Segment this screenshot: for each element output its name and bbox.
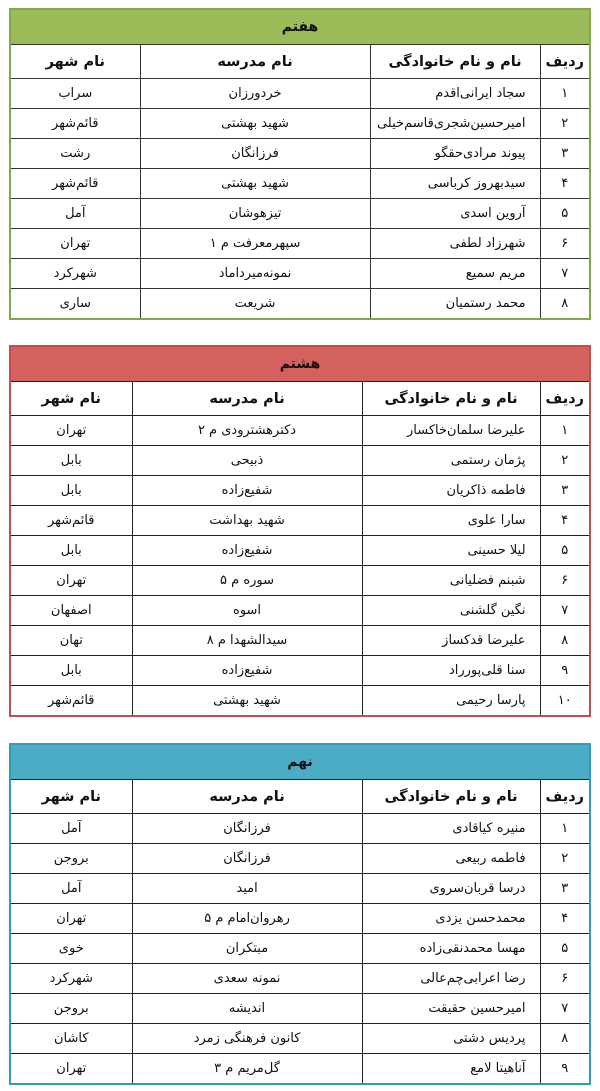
school-name: شهید بهشتی xyxy=(132,686,362,716)
city-name: قائم‌شهر xyxy=(10,169,140,199)
city-name: تهان xyxy=(10,626,132,656)
student-name: شهرزاد لطفی xyxy=(370,229,540,259)
table-row xyxy=(10,1054,590,1084)
student-name: لیلا حسینی xyxy=(362,536,540,566)
school-name: کانون فرهنگی زمرد xyxy=(132,1024,362,1054)
city-name: اصفهان xyxy=(10,596,132,626)
row-number: ۲ xyxy=(540,109,590,139)
student-name: نگین گلشنی xyxy=(362,596,540,626)
table-row xyxy=(10,199,590,229)
header-school: نام مدرسه xyxy=(132,382,362,416)
city-name: شهرکرد xyxy=(10,964,132,994)
city-name: رشت xyxy=(10,139,140,169)
row-number: ۱ xyxy=(540,814,590,844)
row-number: ۳ xyxy=(540,476,590,506)
header-name: نام و نام خانوادگی xyxy=(370,45,540,79)
table-row xyxy=(10,476,590,506)
city-name: تهران xyxy=(10,416,132,446)
school-name: ذبیحی xyxy=(132,446,362,476)
school-name: سپهرمعرفت م ۱ xyxy=(140,229,370,259)
student-name: آروین اسدی xyxy=(370,199,540,229)
school-name: نمونه سعدی xyxy=(132,964,362,994)
school-name: دکترهشترودی م ۲ xyxy=(132,416,362,446)
header-school: نام مدرسه xyxy=(140,45,370,79)
table-row xyxy=(10,964,590,994)
student-name: پژمان رستمی xyxy=(362,446,540,476)
school-name: اندیشه xyxy=(132,994,362,1024)
student-name: مریم سمیع xyxy=(370,259,540,289)
table-row xyxy=(10,259,590,289)
table-row xyxy=(10,139,590,169)
city-name: تهران xyxy=(10,904,132,934)
table-row xyxy=(10,596,590,626)
table-row xyxy=(10,814,590,844)
row-number: ۴ xyxy=(540,506,590,536)
city-name: قائم‌شهر xyxy=(10,686,132,716)
city-name: آمل xyxy=(10,874,132,904)
school-name: خردورزان xyxy=(140,79,370,109)
city-name: بابل xyxy=(10,476,132,506)
row-number: ۱ xyxy=(540,79,590,109)
grade-9-table xyxy=(9,743,591,1085)
city-name: آمل xyxy=(10,814,132,844)
row-number: ۵ xyxy=(540,934,590,964)
table-row xyxy=(10,656,590,686)
table-row xyxy=(10,289,590,319)
school-name: نمونه‌میرداماد xyxy=(140,259,370,289)
school-name: فرزانگان xyxy=(132,844,362,874)
student-name: سجاد ایرانی‌اقدم xyxy=(370,79,540,109)
student-name: پارسا رحیمی xyxy=(362,686,540,716)
city-name: تهران xyxy=(10,1054,132,1084)
student-name: محمد رستمیان xyxy=(370,289,540,319)
row-number: ۴ xyxy=(540,904,590,934)
row-number: ۸ xyxy=(540,289,590,319)
row-number: ۳ xyxy=(540,874,590,904)
city-name: کاشان xyxy=(10,1024,132,1054)
student-name: شبنم فضلیانی xyxy=(362,566,540,596)
school-name: گل‌مریم م ۳ xyxy=(132,1054,362,1084)
city-name: تهران xyxy=(10,229,140,259)
school-name: رهروان‌امام م ۵ xyxy=(132,904,362,934)
row-number: ۸ xyxy=(540,626,590,656)
school-name: شریعت xyxy=(140,289,370,319)
row-number: ۵ xyxy=(540,199,590,229)
table-row xyxy=(10,844,590,874)
header-school: نام مدرسه xyxy=(132,780,362,814)
table-row xyxy=(10,169,590,199)
table-row xyxy=(10,566,590,596)
row-number: ۳ xyxy=(540,139,590,169)
student-name: محمدحسن یزدی xyxy=(362,904,540,934)
city-name: بابل xyxy=(10,536,132,566)
table-row xyxy=(10,686,590,716)
row-number: ۶ xyxy=(540,566,590,596)
school-name: شهید بهشتی xyxy=(140,109,370,139)
table-row xyxy=(10,79,590,109)
row-number: ۹ xyxy=(540,656,590,686)
school-name: فرزانگان xyxy=(132,814,362,844)
header-radif: ردیف xyxy=(540,45,590,79)
school-name: امید xyxy=(132,874,362,904)
row-number: ۹ xyxy=(540,1054,590,1084)
city-name: خوی xyxy=(10,934,132,964)
school-name: فرزانگان xyxy=(140,139,370,169)
student-name: منیره کیاقادی xyxy=(362,814,540,844)
header-city: نام شهر xyxy=(10,382,132,416)
table-row xyxy=(10,416,590,446)
student-name: رضا اعرابی‌چم‌عالی xyxy=(362,964,540,994)
table-row xyxy=(10,506,590,536)
row-number: ۶ xyxy=(540,229,590,259)
school-name: اسوه xyxy=(132,596,362,626)
school-name: تیزهوشان xyxy=(140,199,370,229)
city-name: بروجن xyxy=(10,844,132,874)
table-row xyxy=(10,874,590,904)
city-name: آمل xyxy=(10,199,140,229)
row-number: ۶ xyxy=(540,964,590,994)
student-name: امیرحسین حقیقت xyxy=(362,994,540,1024)
student-name: پردیس دشتی xyxy=(362,1024,540,1054)
table-row xyxy=(10,446,590,476)
student-name: علیرضا قدکساز xyxy=(362,626,540,656)
student-name: سارا علوی xyxy=(362,506,540,536)
grade-title: هشتم xyxy=(10,346,590,382)
city-name: بابل xyxy=(10,656,132,686)
city-name: بابل xyxy=(10,446,132,476)
school-name: شفیع‌زاده xyxy=(132,476,362,506)
student-name: امیرحسین‌شجری‌قاسم‌خیلی xyxy=(370,109,540,139)
school-name: سوره م ۵ xyxy=(132,566,362,596)
table-row xyxy=(10,229,590,259)
row-number: ۴ xyxy=(540,169,590,199)
city-name: قائم‌شهر xyxy=(10,109,140,139)
table-row xyxy=(10,536,590,566)
student-name: فاطمه ربیعی xyxy=(362,844,540,874)
header-name: نام و نام خانوادگی xyxy=(362,382,540,416)
row-number: ۷ xyxy=(540,994,590,1024)
grade-title: نهم xyxy=(10,744,590,780)
city-name: شهرکرد xyxy=(10,259,140,289)
row-number: ۱ xyxy=(540,416,590,446)
city-name: ساری xyxy=(10,289,140,319)
student-name: سیدبهروز کرباسی xyxy=(370,169,540,199)
header-city: نام شهر xyxy=(10,45,140,79)
student-name: علیرضا سلمان‌خاکسار xyxy=(362,416,540,446)
grade-title: هفتم xyxy=(10,9,590,45)
row-number: ۵ xyxy=(540,536,590,566)
student-name: پیوند مرادی‌حقگو xyxy=(370,139,540,169)
table-row xyxy=(10,1024,590,1054)
row-number: ۸ xyxy=(540,1024,590,1054)
table-row xyxy=(10,109,590,139)
table-row xyxy=(10,626,590,656)
city-name: تهران xyxy=(10,566,132,596)
school-name: شهید بهشتی xyxy=(140,169,370,199)
row-number: ۱۰ xyxy=(540,686,590,716)
grade-7-table xyxy=(9,8,591,320)
city-name: بروجن xyxy=(10,994,132,1024)
grade-8-table xyxy=(9,345,591,717)
student-name: سنا قلی‌پورراد xyxy=(362,656,540,686)
row-number: ۲ xyxy=(540,446,590,476)
student-name: درسا قربان‌سروی xyxy=(362,874,540,904)
row-number: ۷ xyxy=(540,259,590,289)
table-row xyxy=(10,934,590,964)
school-name: شفیع‌زاده xyxy=(132,536,362,566)
table-row xyxy=(10,904,590,934)
row-number: ۷ xyxy=(540,596,590,626)
city-name: قائم‌شهر xyxy=(10,506,132,536)
header-name: نام و نام خانوادگی xyxy=(362,780,540,814)
header-city: نام شهر xyxy=(10,780,132,814)
header-radif: ردیف xyxy=(540,780,590,814)
student-name: مهسا محمدنقی‌زاده xyxy=(362,934,540,964)
header-radif: ردیف xyxy=(540,382,590,416)
student-name: فاطمه ذاکریان xyxy=(362,476,540,506)
school-name: شهید بهداشت xyxy=(132,506,362,536)
school-name: شفیع‌زاده xyxy=(132,656,362,686)
table-row xyxy=(10,994,590,1024)
city-name: سراب xyxy=(10,79,140,109)
school-name: سیدالشهدا م ۸ xyxy=(132,626,362,656)
student-name: آناهیتا لامع xyxy=(362,1054,540,1084)
row-number: ۲ xyxy=(540,844,590,874)
school-name: مبتکران xyxy=(132,934,362,964)
